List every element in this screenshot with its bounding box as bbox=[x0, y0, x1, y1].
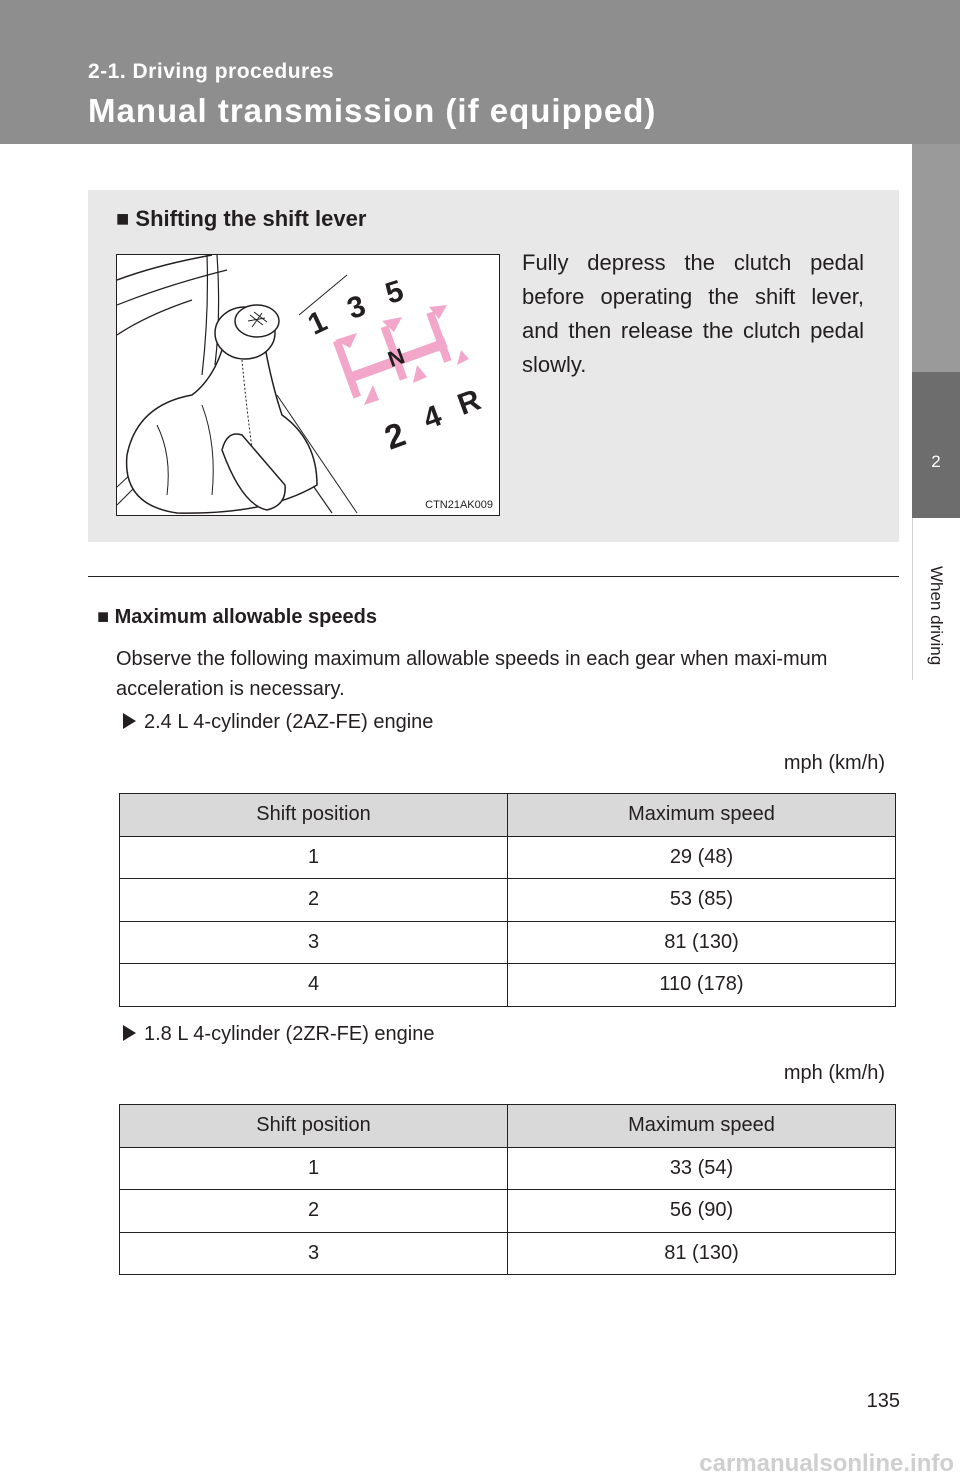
table-row bbox=[120, 1190, 896, 1233]
engine-1-name: 2.4 L 4-cylinder (2AZ-FE) engine bbox=[144, 711, 434, 733]
engine-2-unit: mph (km/h) bbox=[783, 1062, 885, 1084]
table-row bbox=[120, 1147, 896, 1190]
max-speeds-body: Observe the following maximum allowable speeds in each gear when maxi-mum acceleration is necessary. bbox=[116, 648, 828, 700]
shift-lever-illustration bbox=[116, 254, 500, 516]
shift-lever-instructions: Fully depress the clutch pedal before operating the shift lever, and then release the clutch pedal slowly. bbox=[522, 250, 864, 377]
column-header: Shift position bbox=[120, 1105, 508, 1148]
gear-label-5: 5 bbox=[381, 274, 408, 311]
side-tab-top bbox=[912, 144, 960, 372]
illustration-code: CTN21AK009 bbox=[425, 499, 493, 511]
section-label: 2-1. Driving procedures bbox=[88, 60, 335, 83]
gear-label-3: 3 bbox=[342, 289, 370, 326]
gear-shift-drawing bbox=[117, 255, 499, 515]
watermark[interactable] bbox=[0, 1444, 960, 1484]
shift-position-cell: 2 bbox=[120, 1190, 508, 1233]
gear-label-2: 2 bbox=[379, 415, 411, 458]
page-title: Manual transmission (if equipped) bbox=[88, 92, 657, 129]
shift-position-cell: 3 bbox=[120, 921, 508, 964]
max-speed-cell: 53 (85) bbox=[508, 879, 896, 922]
chapter-number: 2 bbox=[912, 372, 960, 518]
shift-lever-heading: ■ Shifting the shift lever bbox=[116, 206, 367, 231]
table-row bbox=[120, 879, 896, 922]
max-speeds-heading: ■ Maximum allowable speeds bbox=[97, 606, 377, 628]
engine-2-name: 1.8 L 4-cylinder (2ZR-FE) engine bbox=[144, 1023, 435, 1045]
gear-label-4: 4 bbox=[418, 399, 446, 436]
shift-position-cell: 2 bbox=[120, 879, 508, 922]
engine-2-label bbox=[123, 1023, 435, 1046]
shift-position-cell: 4 bbox=[120, 964, 508, 1007]
column-header: Maximum speed bbox=[508, 1105, 896, 1148]
triangle-bullet-icon bbox=[123, 1025, 136, 1041]
engine-2-speed-table bbox=[119, 1104, 896, 1275]
table-header-row bbox=[120, 794, 896, 837]
column-header: Maximum speed bbox=[508, 794, 896, 837]
table-row bbox=[120, 964, 896, 1007]
section-divider bbox=[88, 576, 899, 577]
table-row bbox=[120, 921, 896, 964]
triangle-bullet-icon bbox=[123, 713, 136, 729]
watermark-text[interactable]: carmanualsonline.info bbox=[699, 1450, 954, 1477]
gear-label-R: R bbox=[453, 383, 485, 422]
table-row bbox=[120, 836, 896, 879]
max-speed-cell: 29 (48) bbox=[508, 836, 896, 879]
table-row bbox=[120, 1232, 896, 1275]
shift-position-cell: 1 bbox=[120, 836, 508, 879]
max-speed-cell: 81 (130) bbox=[508, 1232, 896, 1275]
engine-1-unit: mph (km/h) bbox=[783, 752, 885, 774]
shift-position-cell: 3 bbox=[120, 1232, 508, 1275]
table-header-row bbox=[120, 1105, 896, 1148]
shift-position-cell: 1 bbox=[120, 1147, 508, 1190]
max-speed-cell: 56 (90) bbox=[508, 1190, 896, 1233]
engine-1-speed-table bbox=[119, 793, 896, 1007]
column-header: Shift position bbox=[120, 794, 508, 837]
max-speed-cell: 110 (178) bbox=[508, 964, 896, 1007]
chapter-label: When driving bbox=[927, 566, 946, 666]
max-speed-cell: 33 (54) bbox=[508, 1147, 896, 1190]
engine-1-label bbox=[123, 711, 433, 734]
gear-label-1: 1 bbox=[303, 304, 333, 342]
gear-label-N: N bbox=[384, 343, 408, 373]
max-speed-cell: 81 (130) bbox=[508, 921, 896, 964]
page-number: 135 bbox=[866, 1390, 900, 1412]
